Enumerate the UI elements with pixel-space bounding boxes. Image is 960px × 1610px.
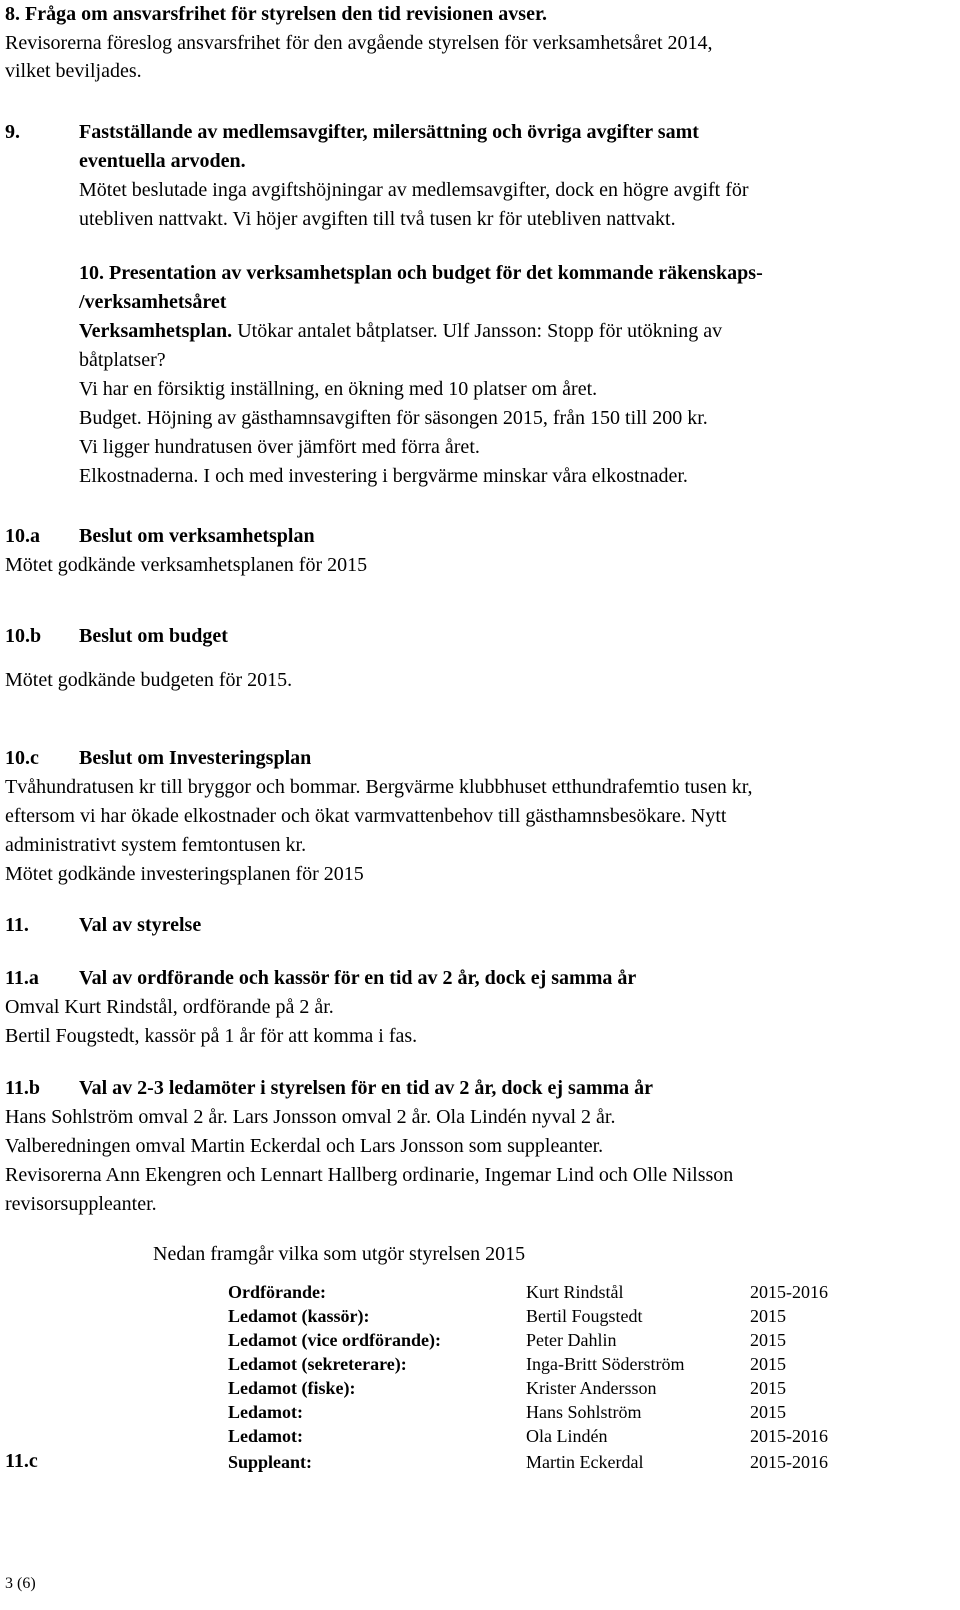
section-11a-heading bbox=[5, 966, 636, 990]
section-10-line bbox=[79, 406, 708, 430]
section-9-title: Fastställande av medlemsavgifter, milersättning och övriga avgifter samt bbox=[79, 121, 699, 143]
board-role: Ledamot (vice ordförande): bbox=[228, 1330, 441, 1350]
section-11-heading bbox=[5, 913, 201, 937]
board-name: Ola Lindén bbox=[526, 1426, 608, 1446]
board-term: 2015-2016 bbox=[750, 1452, 828, 1472]
section-10-line: Vi har en försiktig inställning, en ökning med 10 platser om året. bbox=[79, 378, 598, 400]
board-term: 2015 bbox=[750, 1402, 786, 1422]
section-10a-line: Mötet godkände verksamhetsplanen för 2015 bbox=[5, 554, 368, 576]
label-elkostnaderna: Elkostnaderna. bbox=[79, 465, 199, 487]
board-name: Bertil Fougstedt bbox=[526, 1306, 643, 1326]
label-budget: Budget. bbox=[79, 407, 142, 429]
section-8-heading: 8. Fråga om ansvarsfrihet för styrelsen den tid revisionen avser. bbox=[5, 3, 548, 25]
section-9-line: utebliven nattvakt. Vi höjer avgiften till två tusen kr för utebliven nattvakt. bbox=[79, 208, 676, 230]
section-number: 10.b bbox=[5, 625, 42, 647]
section-number: 10. bbox=[79, 262, 104, 284]
board-role: Ledamot (kassör): bbox=[228, 1306, 370, 1326]
section-10-text: I och med investering i bergvärme minskar våra elkostnader. bbox=[198, 465, 688, 487]
board-name: Martin Eckerdal bbox=[526, 1452, 644, 1472]
board-term: 2015-2016 bbox=[750, 1282, 828, 1302]
section-11b-heading bbox=[5, 1076, 653, 1100]
section-10-heading-cont: /verksamhetsåret bbox=[79, 291, 227, 313]
section-8-line: vilket beviljades. bbox=[5, 60, 142, 82]
section-9-line: Mötet beslutade inga avgiftshöjningar av medlemsavgifter, dock en högre avgift för bbox=[79, 179, 749, 201]
board-term: 2015 bbox=[750, 1378, 786, 1398]
board-role: Ledamot: bbox=[228, 1402, 303, 1422]
board-role: Suppleant: bbox=[228, 1452, 313, 1472]
section-10c-line: Tvåhundratusen kr till bryggor och bommar. Bergvärme klubbhuset etthundrafemtio tusen kr, bbox=[5, 776, 753, 798]
board-name: Kurt Rindstål bbox=[526, 1282, 624, 1302]
section-11a-title: Val av ordförande och kassör för en tid av 2 år, dock ej samma år bbox=[79, 967, 637, 989]
board-term: 2015 bbox=[750, 1330, 786, 1350]
board-role: Ledamot (fiske): bbox=[228, 1378, 356, 1398]
section-11b-line: revisorsuppleanter. bbox=[5, 1193, 157, 1215]
board-term: 2015-2016 bbox=[750, 1426, 828, 1446]
section-10b-line: Mötet godkände budgeten för 2015. bbox=[5, 669, 293, 691]
section-9-heading-cont: eventuella arvoden. bbox=[79, 150, 246, 172]
section-11b-title: Val av 2-3 ledamöter i styrelsen för en tid av 2 år, dock ej samma år bbox=[79, 1077, 654, 1099]
section-11a-line: Bertil Fougstedt, kassör på 1 år för att komma i fas. bbox=[5, 1025, 418, 1047]
section-number: 11.a bbox=[5, 967, 39, 989]
section-number: 10.a bbox=[5, 525, 40, 547]
board-role: Ledamot (sekreterare): bbox=[228, 1354, 407, 1374]
section-10b-heading bbox=[5, 624, 228, 648]
section-10-line: Vi ligger hundratusen över jämfört med förra året. bbox=[79, 436, 480, 458]
section-10c-line: eftersom vi har ökade elkostnader och ökat varmvattenbehov till gästhamnsbesökare. Nytt bbox=[5, 805, 727, 827]
board-caption: Nedan framgår vilka som utgör styrelsen 2015 bbox=[153, 1243, 526, 1265]
section-11b-line: Revisorerna Ann Ekengren och Lennart Hallberg ordinarie, Ingemar Lind och Olle Nilsson bbox=[5, 1164, 734, 1186]
section-10-line: båtplatser? bbox=[79, 349, 166, 371]
section-9-heading bbox=[5, 120, 699, 144]
board-term: 2015 bbox=[750, 1354, 786, 1374]
section-10-heading bbox=[79, 261, 763, 285]
section-10-title: Presentation av verksamhetsplan och budget för det kommande räkenskaps- bbox=[109, 262, 763, 284]
section-10-text: Utökar antalet båtplatser. Ulf Jansson: Stopp för utökning av bbox=[232, 320, 723, 342]
section-number: 9. bbox=[5, 121, 20, 143]
section-10-text: Höjning av gästhamnsavgiften för säsongen 2015, från 150 till 200 kr. bbox=[141, 407, 708, 429]
board-role: Ledamot: bbox=[228, 1426, 303, 1446]
section-11-title: Val av styrelse bbox=[79, 914, 202, 936]
board-name: Peter Dahlin bbox=[526, 1330, 617, 1350]
section-11a-line: Omval Kurt Rindstål, ordförande på 2 år. bbox=[5, 996, 334, 1018]
section-10-line bbox=[79, 464, 688, 488]
section-11c-number: 11.c bbox=[5, 1450, 38, 1472]
label-verksamhetsplan: Verksamhetsplan. bbox=[79, 320, 233, 342]
section-10c-title: Beslut om Investeringsplan bbox=[79, 747, 312, 769]
section-10a-heading bbox=[5, 524, 315, 548]
section-number: 11.b bbox=[5, 1077, 41, 1099]
board-name: Inga-Britt Söderström bbox=[526, 1354, 685, 1374]
section-10c-line: Mötet godkände investeringsplanen för 2015 bbox=[5, 863, 364, 885]
section-10-line bbox=[79, 319, 722, 343]
section-11b-line: Hans Sohlström omval 2 år. Lars Jonsson omval 2 år. Ola Lindén nyval 2 år. bbox=[5, 1106, 616, 1128]
page-number: 3 (6) bbox=[5, 1575, 36, 1592]
section-11b-line: Valberedningen omval Martin Eckerdal och Lars Jonsson som suppleanter. bbox=[5, 1135, 604, 1157]
section-number: 10.c bbox=[5, 747, 39, 769]
board-name: Krister Andersson bbox=[526, 1378, 657, 1398]
section-number: 11. bbox=[5, 914, 29, 936]
section-10c-line: administrativt system femtontusen kr. bbox=[5, 834, 307, 856]
section-8-line: Revisorerna föreslog ansvarsfrihet för den avgående styrelsen för verksamhetsåret 2014, bbox=[5, 32, 713, 54]
section-10b-title: Beslut om budget bbox=[79, 625, 228, 647]
board-term: 2015 bbox=[750, 1306, 786, 1326]
section-10c-heading bbox=[5, 746, 311, 770]
section-10a-title: Beslut om verksamhetsplan bbox=[79, 525, 315, 547]
board-role: Ordförande: bbox=[228, 1282, 326, 1302]
board-name: Hans Sohlström bbox=[526, 1402, 642, 1422]
